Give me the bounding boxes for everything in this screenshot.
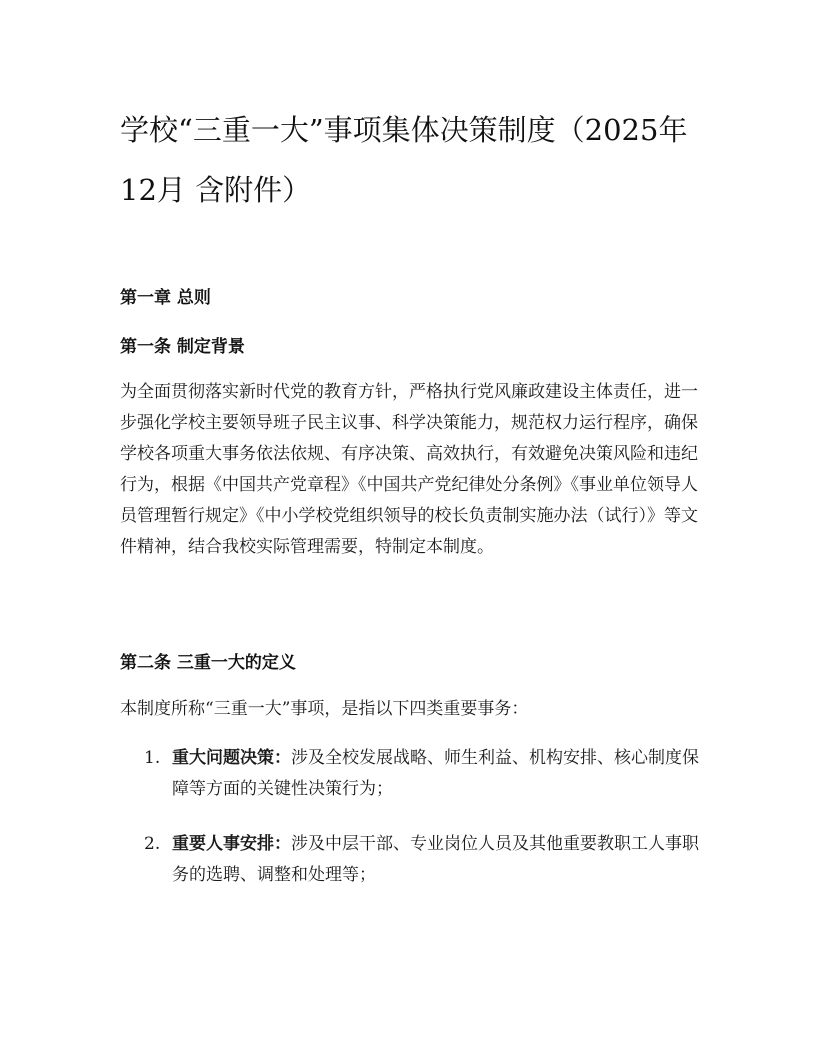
list-item-body	[172, 829, 700, 891]
article-2-heading: 第二条 三重一大的定义	[120, 653, 296, 673]
list-item	[144, 829, 700, 891]
list-item-number: 1.	[144, 748, 161, 768]
list-item	[144, 743, 700, 805]
article-1-paragraph: 为全面贯彻落实新时代党的教育方针，严格执行党风廉政建设主体责任，进一步强化学校主要领导班子民主议事、科学决策能力，规范权力运行程序，确保学校各项重大事务依法依规、有序决策、高效执行，有效避免决策风险和违纪行为，根据《中国共产党章程》《中国共产党纪律处分条例》《事业单位领导人员管理暂行规定》《中小学校党组织领导的校长负责制实施办法（试行）》等文件精神，结合我校实际管理需要，特制定本制度。	[120, 382, 698, 557]
list-item-term: 重要人事安排：	[172, 834, 291, 854]
document-title: 学校“三重一大”事项集体决策制度（2025年12月 含附件）	[120, 113, 688, 207]
list-item-term: 重大问题决策：	[172, 748, 291, 768]
list-item-number: 2.	[144, 834, 161, 854]
list-item-text: 涉及中层干部、专业岗位人员及其他重要教职工人事职务的选聘、调整和处理等；	[172, 834, 699, 885]
list-item-text: 涉及全校发展战略、师生利益、机构安排、核心制度保障等方面的关键性决策行为；	[172, 748, 699, 799]
list-item-body	[172, 743, 700, 805]
article-1-heading: 第一条 制定背景	[120, 337, 245, 357]
article-2-intro: 本制度所称“三重一大”事项，是指以下四类重要事务：	[120, 699, 529, 719]
chapter-heading: 第一章 总则	[120, 288, 211, 308]
